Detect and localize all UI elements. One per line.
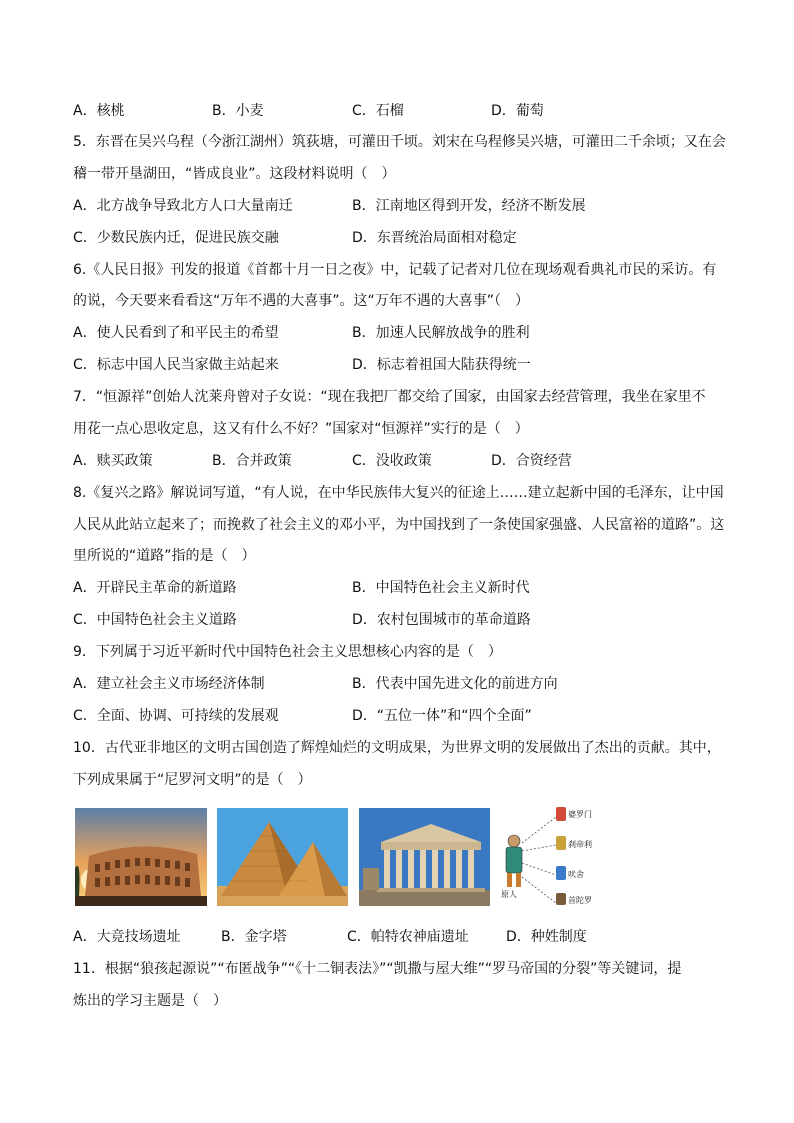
q11-stem-line-2: 炼出的学习主题是（ ） bbox=[73, 993, 227, 1009]
q5-option-b: B．江南地区得到开发，经济不断发展 bbox=[352, 198, 586, 214]
q6-option-d: D．标志着祖国大陆获得统一 bbox=[352, 357, 531, 373]
q5-stem-line-1: 5．东晋在吴兴乌程（今浙江湖州）筑荻塘，可灌田千顷。刘宋在乌程修吴兴塘，可灌田二千余顷；又在会 bbox=[73, 134, 726, 150]
q10-stem-line-1: 10．古代亚非地区的文明古国创造了辉煌灿烂的文明成果，为世界文明的发展做出了杰出的贡献。其中， bbox=[73, 740, 721, 756]
q10-option-a: A．大竞技场遗址 bbox=[73, 929, 181, 945]
q9-option-d: D．“五位一体”和“四个全面” bbox=[352, 708, 532, 724]
q7-option-c: C．没收政策 bbox=[352, 453, 432, 469]
colosseum-image bbox=[75, 808, 207, 906]
q5-option-a: A．北方战争导致北方人口大量南迁 bbox=[73, 198, 293, 214]
q7-options bbox=[73, 452, 733, 470]
q7-stem-line-2: 用花一点心思收定息，这又有什么不好？”国家对“恒源祥”实行的是（ ） bbox=[73, 421, 529, 437]
q7-stem-line-1: 7．“恒源祥”创始人沈莱舟曾对子女说：“现在我把厂都交给了国家，由国家去经营管理，我坐在家里不 bbox=[73, 389, 706, 405]
q6-option-a: A．使人民看到了和平民主的希望 bbox=[73, 325, 279, 341]
q7-option-b: B．合并政策 bbox=[212, 453, 292, 469]
q5-stem-line-2: 稽一带开垦湖田，“皆成良业”。这段材料说明（ ） bbox=[73, 166, 396, 182]
pyramid-image bbox=[217, 808, 348, 906]
q6-option-c: C．标志中国人民当家做主站起来 bbox=[73, 357, 279, 373]
q8-options-row-1 bbox=[73, 579, 733, 597]
q10-options bbox=[73, 928, 733, 946]
q8-stem-line-1: 8.《复兴之路》解说词写道，“有人说，在中华民族伟大复兴的征途上……建立起新中国的毛泽东，让中国 bbox=[73, 485, 724, 501]
q8-options-row-2 bbox=[73, 611, 733, 629]
q7-option-a: A．赎买政策 bbox=[73, 453, 153, 469]
caste-label-purusha: 原人 bbox=[501, 890, 517, 899]
q8-stem-line-2: 人民从此站立起来了；而挽救了社会主义的邓小平，为中国找到了一条使国家强盛、人民富裕的道路”。这 bbox=[73, 517, 725, 533]
q6-option-b: B．加速人民解放战争的胜利 bbox=[352, 325, 530, 341]
q4-option-b: B．小麦 bbox=[212, 103, 264, 119]
q11-stem-line-1: 11．根据“狼孩起源说”“布匿战争”“《十二铜表法》”“凯撒与屋大维”“罗马帝国的分裂”等关键词，提 bbox=[73, 961, 682, 977]
caste-diagram bbox=[498, 803, 610, 907]
q6-stem-line-1: 6.《人民日报》刊发的报道《首都十月一日之夜》中，记载了记者对几位在现场观看典礼市民的采访。有 bbox=[73, 262, 717, 278]
caste-label-shudra: 首陀罗 bbox=[568, 896, 592, 905]
parthenon-image bbox=[359, 808, 490, 906]
q9-option-b: B．代表中国先进文化的前进方向 bbox=[352, 676, 558, 692]
q5-option-c: C．少数民族内迁，促进民族交融 bbox=[73, 230, 279, 246]
q8-option-c: C．中国特色社会主义道路 bbox=[73, 612, 237, 628]
q10-option-d: D．种姓制度 bbox=[506, 929, 587, 945]
q4-options bbox=[73, 102, 733, 120]
q6-stem-line-2: 的说，今天要来看看这“万年不遇的大喜事”。这“万年不遇的大喜事”（ ） bbox=[73, 293, 530, 309]
q4-option-a: A．核桃 bbox=[73, 103, 125, 119]
q8-stem-line-3: 里所说的“道路”指的是（ ） bbox=[73, 548, 256, 564]
q8-option-a: A．开辟民主革命的新道路 bbox=[73, 580, 237, 596]
q10-option-b: B．金字塔 bbox=[221, 929, 287, 945]
q9-option-a: A．建立社会主义市场经济体制 bbox=[73, 676, 265, 692]
q10-option-c: C．帕特农神庙遗址 bbox=[347, 929, 469, 945]
q10-stem-line-2: 下列成果属于“尼罗河文明”的是（ ） bbox=[73, 772, 312, 788]
q9-options-row-1 bbox=[73, 675, 733, 693]
q9-option-c: C．全面、协调、可持续的发展观 bbox=[73, 708, 279, 724]
q9-stem-line-1: 9．下列属于习近平新时代中国特色社会主义思想核心内容的是（ ） bbox=[73, 644, 502, 660]
q5-options-row-2 bbox=[73, 229, 733, 247]
q8-option-d: D．农村包围城市的革命道路 bbox=[352, 612, 531, 628]
q6-options-row-1 bbox=[73, 324, 733, 342]
caste-label-vaishya: 吠舍 bbox=[568, 870, 584, 879]
q5-option-d: D．东晋统治局面相对稳定 bbox=[352, 230, 517, 246]
caste-label-kshatriya: 刹帝利 bbox=[568, 840, 592, 849]
q4-option-d: D．葡萄 bbox=[491, 103, 544, 119]
caste-label-brahmin: 婆罗门 bbox=[568, 810, 592, 819]
q8-option-b: B．中国特色社会主义新时代 bbox=[352, 580, 530, 596]
q9-options-row-2 bbox=[73, 707, 733, 725]
q6-options-row-2 bbox=[73, 356, 733, 374]
q5-options-row-1 bbox=[73, 197, 733, 215]
q7-option-d: D．合资经营 bbox=[491, 453, 572, 469]
q4-option-c: C．石榴 bbox=[352, 103, 404, 119]
